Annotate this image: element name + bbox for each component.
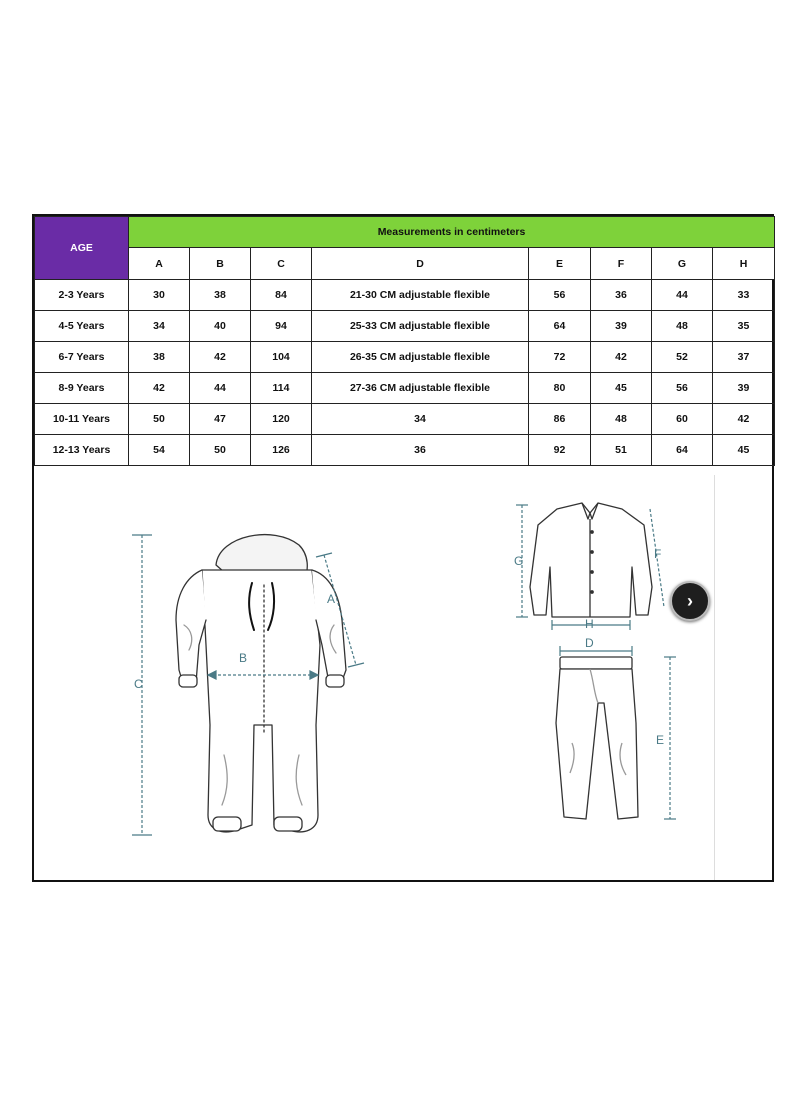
size-table [34,216,775,466]
cell-a: 30 [129,280,190,311]
cell-g: 64 [652,435,713,466]
age-cell: 2-3 Years [35,280,129,311]
next-image-button[interactable] [670,581,710,621]
cell-c: 84 [251,280,312,311]
cell-d: 34 [312,404,529,435]
dimension-label-h: H [585,617,594,631]
cell-h: 37 [713,342,775,373]
cell-e: 92 [529,435,591,466]
column-header-row [35,248,775,280]
table-row [35,373,775,404]
cell-f: 39 [591,311,652,342]
cell-f: 45 [591,373,652,404]
cell-f: 42 [591,342,652,373]
cell-h: 45 [713,435,775,466]
cell-f: 51 [591,435,652,466]
table-row [35,342,775,373]
dimension-label-f: F [654,547,662,561]
cell-b: 50 [190,435,251,466]
cell-b: 38 [190,280,251,311]
pants-drawing [542,643,692,828]
cell-g: 44 [652,280,713,311]
cell-d: 25-33 CM adjustable flexible [312,311,529,342]
cell-b: 44 [190,373,251,404]
cell-b: 42 [190,342,251,373]
cell-c: 120 [251,404,312,435]
measurements-header: Measurements in centimeters [129,217,775,248]
cell-g: 60 [652,404,713,435]
column-header-d: D [312,248,529,280]
column-header-c: C [251,248,312,280]
cell-d: 36 [312,435,529,466]
column-header-b: B [190,248,251,280]
cell-b: 40 [190,311,251,342]
cell-e: 72 [529,342,591,373]
age-cell: 8-9 Years [35,373,129,404]
cell-e: 80 [529,373,591,404]
cell-a: 50 [129,404,190,435]
cell-a: 54 [129,435,190,466]
cell-g: 48 [652,311,713,342]
cell-a: 42 [129,373,190,404]
chevron-right-icon: › [687,591,693,611]
age-cell: 6-7 Years [35,342,129,373]
cell-c: 94 [251,311,312,342]
cell-f: 36 [591,280,652,311]
column-header-h: H [713,248,775,280]
column-header-g: G [652,248,713,280]
cell-b: 47 [190,404,251,435]
cell-g: 52 [652,342,713,373]
dimension-label-a: A [327,592,336,606]
age-header: AGE [35,217,129,280]
table-row [35,404,775,435]
table-body [35,280,775,466]
column-header-a: A [129,248,190,280]
cell-h: 35 [713,311,775,342]
dimension-label-b: B [239,651,248,665]
divider-line [714,475,715,880]
column-header-e: E [529,248,591,280]
cell-h: 39 [713,373,775,404]
cell-h: 42 [713,404,775,435]
cell-d: 21-30 CM adjustable flexible [312,280,529,311]
cell-a: 38 [129,342,190,373]
dimension-label-g: G [514,554,524,568]
jumpsuit-drawing [124,525,454,905]
cell-g: 56 [652,373,713,404]
shirt-drawing [512,497,682,637]
size-chart-sheet [32,214,774,882]
cell-c: 104 [251,342,312,373]
table-row [35,435,775,466]
age-cell: 10-11 Years [35,404,129,435]
cell-c: 126 [251,435,312,466]
cell-e: 56 [529,280,591,311]
cell-h: 33 [713,280,775,311]
garment-diagrams [34,475,774,880]
cell-c: 114 [251,373,312,404]
column-header-f: F [591,248,652,280]
cell-e: 86 [529,404,591,435]
dimension-label-d: D [585,636,594,650]
cell-d: 26-35 CM adjustable flexible [312,342,529,373]
dimension-label-c: C [134,677,143,691]
dimension-label-e: E [656,733,665,747]
table-row [35,280,775,311]
age-cell: 12-13 Years [35,435,129,466]
cell-a: 34 [129,311,190,342]
age-cell: 4-5 Years [35,311,129,342]
cell-d: 27-36 CM adjustable flexible [312,373,529,404]
table-row [35,311,775,342]
cell-e: 64 [529,311,591,342]
cell-f: 48 [591,404,652,435]
